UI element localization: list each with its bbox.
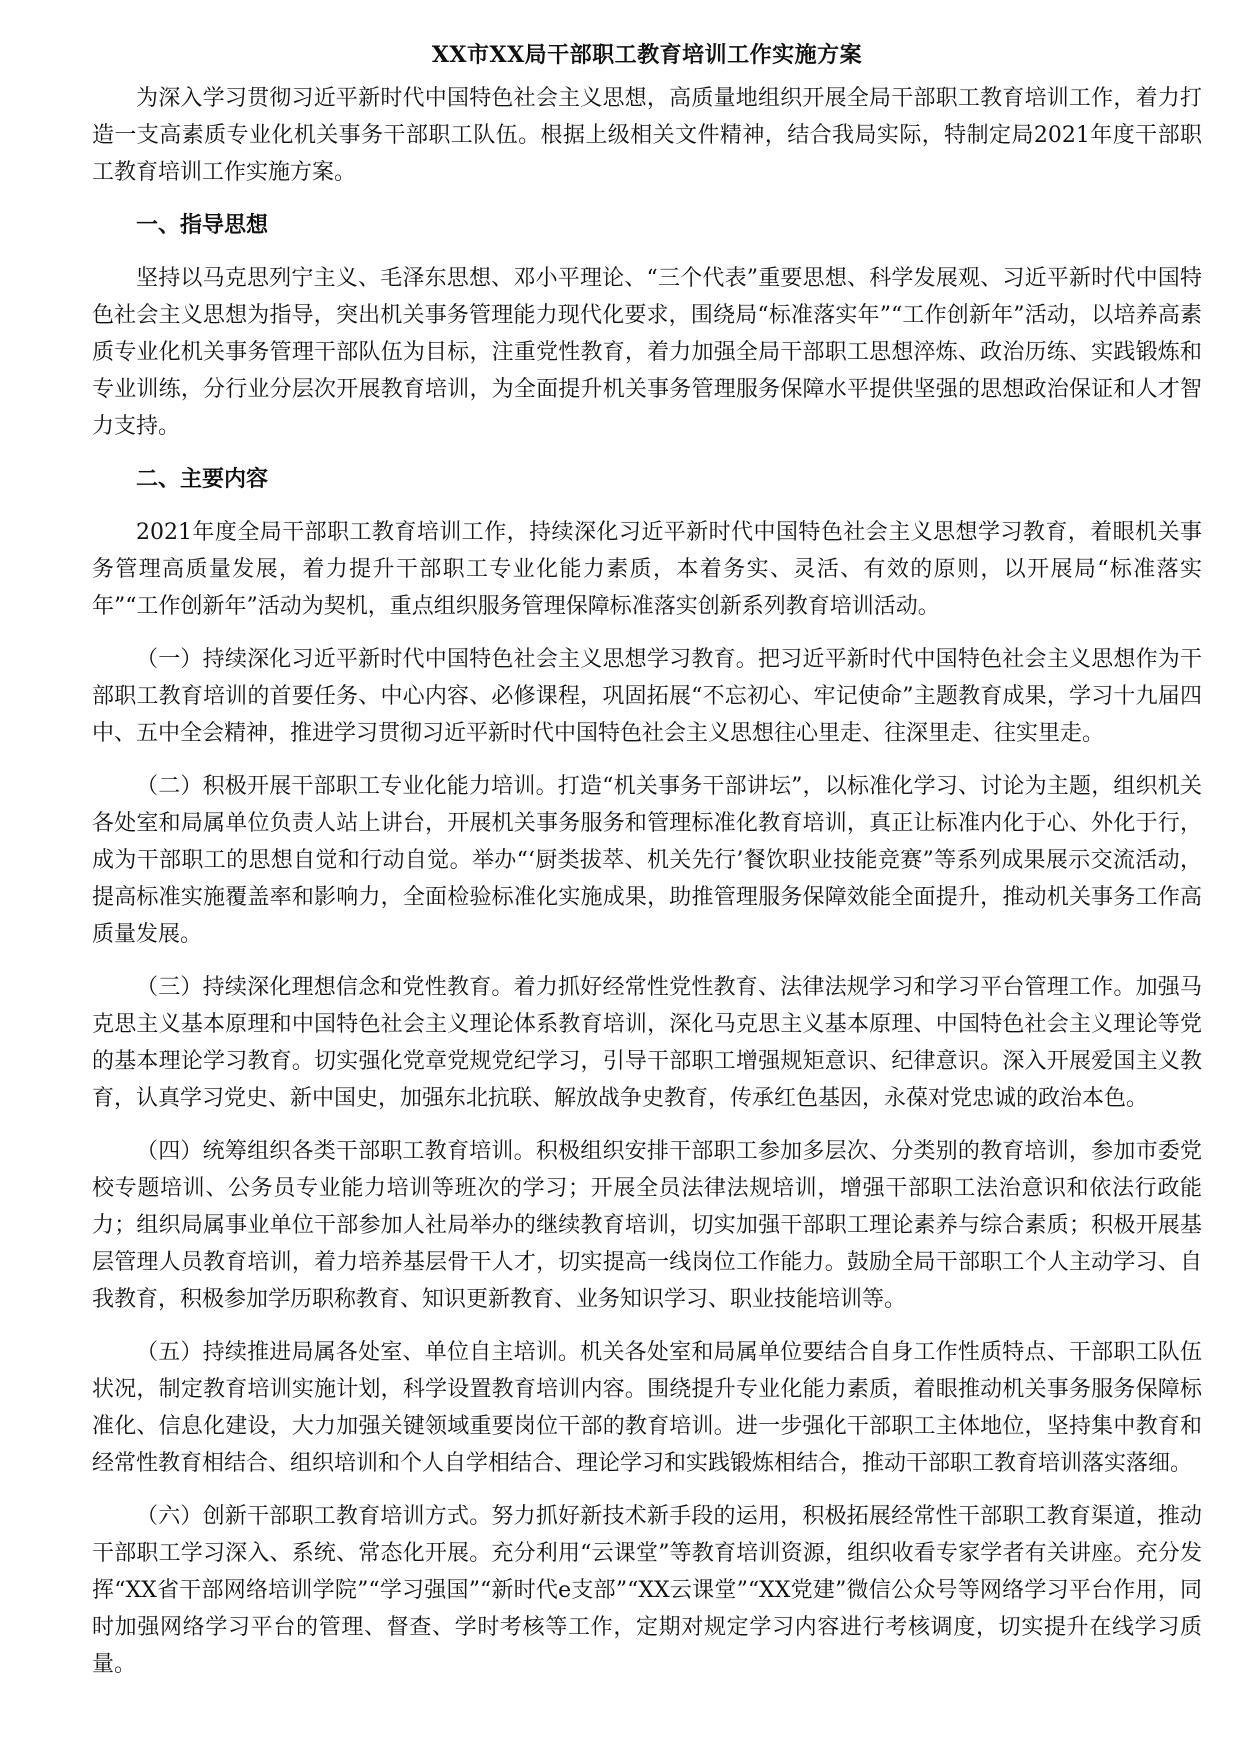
section-heading: 一、指导思想 <box>136 212 269 238</box>
document-title: XX市XX局干部职工教育培训工作实施方案 <box>431 42 863 68</box>
section-paragraph: 2021年度全局干部职工教育培训工作，持续深化习近平新时代中国特色社会主义思想学习教育，着眼机关事务管理高质量发展，着力提升干部职工专业化能力素质，本着务实、灵活、有效的原则，以开展局“标准落实年”“工作创新年”活动为契机，重点组织服务管理保障标准落实创新系列教育培训活动。 <box>92 520 1202 619</box>
section-paragraph: （四）统筹组织各类干部职工教育培训。积极组织安排干部职工参加多层次、分类别的教育培训，参加市委党校专题培训、公务员专业能力培训等班次的学习；开展全员法律法规培训，增强干部职工法治意识和依法行政能力；组织局属事业单位干部参加人社局举办的继续教育培训，切实加强干部职工理论素养与综合素质；积极开展基层管理人员教育培训，着力培养基层骨干人才，切实提高一线岗位工作能力。鼓励全局干部职工个人主动学习、自我教育，积极参加学历职称教育、知识更新教育、业务知识学习、职业技能培训等。 <box>92 1139 1202 1312</box>
section-paragraph: （一）持续深化习近平新时代中国特色社会主义思想学习教育。把习近平新时代中国特色社会主义思想作为干部职工教育培训的首要任务、中心内容、必修课程，巩固拓展“不忘初心、牢记使命”主题教育成果，学习十九届四中、五中全会精神，推进学习贯彻习近平新时代中国特色社会主义思想往心里走、往深里走、往实里走。 <box>92 647 1202 746</box>
section-main-content <box>92 461 1202 1683</box>
section-guiding-ideology <box>92 207 1202 445</box>
section-paragraph: （六）创新干部职工教育培训方式。努力抓好新技术新手段的运用，积极拓展经常性干部职工教育渠道，推动干部职工学习深入、系统、常态化开展。充分利用“云课堂”等教育培训资源，组织收看专家学者有关讲座。充分发挥“XX省干部网络培训学院”“学习强国”“新时代e支部”“XX云课堂”“XX党建”微信公众号等网络学习平台作用，同时加强网络学习平台的管理、督查、学时考核等工作，定期对规定学习内容进行考核调度，切实提升在线学习质量。 <box>92 1504 1202 1677</box>
section-paragraph: （三）持续深化理想信念和党性教育。着力抓好经常性党性教育、法律法规学习和学习平台管理工作。加强马克思主义基本原理和中国特色社会主义理论体系教育培训，深化马克思主义基本原理、中国特色社会主义理论等党的基本理论学习教育。切实强化党章党规党纪学习，引导干部职工增强规矩意识、纪律意识。深入开展爱国主义教育，认真学习党史、新中国史，加强东北抗联、解放战争史教育，传承红色基因，永葆对党忠诚的政治本色。 <box>92 975 1202 1111</box>
intro-paragraph: 为深入学习贯彻习近平新时代中国特色社会主义思想，高质量地组织开展全局干部职工教育培训工作，着力打造一支高素质专业化机关事务干部职工队伍。根据上级相关文件精神，结合我局实际，特制定局2021年度干部职工教育培训工作实施方案。 <box>92 86 1202 185</box>
document-page <box>92 38 1202 1699</box>
section-heading: 二、主要内容 <box>136 466 269 492</box>
section-paragraph: 坚持以马克思列宁主义、毛泽东思想、邓小平理论、“三个代表”重要思想、科学发展观、习近平新时代中国特色社会主义思想为指导，突出机关事务管理能力现代化要求，围绕局“标准落实年”“工作创新年”活动，以培养高素质专业化机关事务管理干部队伍为目标，注重党性教育，着力加强全局干部职工思想淬炼、政治历练、实践锻炼和专业训练，分行业分层次开展教育培训，为全面提升机关事务管理服务保障水平提供坚强的思想政治保证和人才智力支持。 <box>92 266 1202 439</box>
section-paragraph: （二）积极开展干部职工专业化能力培训。打造“机关事务干部讲坛”，以标准化学习、讨论为主题，组织机关各处室和局属单位负责人站上讲台，开展机关事务服务和管理标准化教育培训，真正让标准内化于心、外化于行，成为干部职工的思想自觉和行动自觉。举办“‘厨类拔萃、机关先行’餐饮职业技能竞赛”等系列成果展示交流活动，提高标准实施覆盖率和影响力，全面检验标准化实施成果，助推管理服务保障效能全面提升，推动机关事务工作高质量发展。 <box>92 774 1202 947</box>
section-paragraph: （五）持续推进局属各处室、单位自主培训。机关各处室和局属单位要结合自身工作性质特点、干部职工队伍状况，制定教育培训实施计划，科学设置教育培训内容。围绕提升专业化能力素质，着眼推动机关事务服务保障标准化、信息化建设，大力加强关键领域重要岗位干部的教育培训。进一步强化干部职工主体地位，坚持集中教育和经常性教育相结合、组织培训和个人自学相结合、理论学习和实践锻炼相结合，推动干部职工教育培训落实落细。 <box>92 1340 1202 1476</box>
